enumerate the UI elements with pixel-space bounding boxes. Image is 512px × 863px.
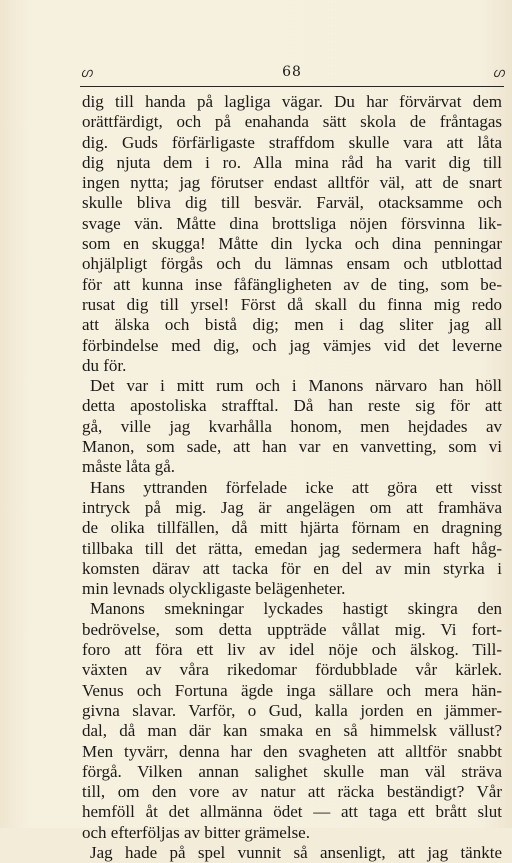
text-line: till, om den vore av natur att räcka beständigt? Vår (82, 782, 502, 802)
text-line: foro att föra ett liv av idel nöje och älskog. Till- (82, 640, 502, 660)
text-line: förbindelse med dig, och jag vämjes vid det leverne (82, 335, 502, 355)
text-line: dig till handa på lagliga vägar. Du har förvärvat dem (82, 92, 502, 111)
text-line: ohjälpligt förgås och du lämnas ensam och utblottad (82, 254, 502, 274)
text-line: dig. Guds förfärligaste straffdom skulle vara att låta (82, 132, 502, 152)
page-number: 68 (282, 64, 302, 80)
text-line: svage vän. Måtte dina brottsliga nöjen försvinna lik- (82, 213, 502, 233)
text-line: bedrövelse, som detta uppträde vållat mig. Vi fort- (82, 619, 502, 639)
text-line: du för. (82, 355, 127, 375)
text-line: gå, ville jag kvarhålla honom, men hejdades av (82, 416, 502, 436)
text-line: Jag hade på spel vunnit så ansenligt, att jag tänkte (90, 842, 502, 862)
text-line: som en skugga! Måtte din lycka och dina penningar (82, 234, 502, 254)
text-line: dal, då man där kan smaka en så himmelsk vällust? (82, 721, 502, 741)
text-line: växten av våra rikedomar fördubblade vår kärlek. (82, 660, 502, 680)
text-line: för att kunna inse fåfängligheten av de ting, som be- (82, 274, 502, 294)
text-line: hemföll åt det allmänna ödet — att taga ett brått slut (82, 802, 502, 822)
text-line: Venus och Fortuna ägde inga sällare och mera hän- (82, 680, 502, 700)
text-line: och efterföljas av bitter grämelse. (82, 822, 310, 842)
text-line: förgå. Vilken annan salighet skulle man väl sträva (82, 761, 502, 781)
text-line: komsten därav att tacka för en del av min styrka i (82, 558, 502, 578)
text-line: Men tyvärr, denna har den svagheten att alltför snabbt (82, 741, 502, 761)
text-line: Manon, som sade, att han var en vanvetting, som vi (82, 437, 502, 457)
running-header (80, 64, 504, 86)
text-line: rusat dig till yrsel! Först då skall du finna mig redo (82, 294, 502, 314)
text-line: skulle bliva dig till besvär. Farväl, otacksamme och (82, 193, 502, 213)
text-line: ingen nytta; jag förutser endast alltför väl, att de snart (82, 173, 502, 193)
text-line: de olika tillfällen, då mitt hjärta förnam en dragning (82, 518, 502, 538)
text-line: tillbaka till det rätta, emedan jag sedermera haft håg- (82, 538, 502, 558)
text-line: Manons smekningar lyckades hastigt skingra den (90, 599, 502, 619)
ornament-right-icon: ഗ (492, 66, 504, 81)
text-line: intryck på mig. Jag är angelägen om att framhäva (82, 497, 502, 517)
text-line: måste låta gå. (82, 457, 175, 477)
text-line: detta apostoliska strafftal. Då han reste sig för att (82, 396, 502, 416)
body-text (82, 92, 502, 863)
text-line: orättfärdigt, och på enahanda sätt skola de fråntagas (82, 112, 502, 132)
header-rule (80, 86, 504, 87)
text-line: min levnads olyckligaste belägenheter. (82, 579, 346, 599)
text-line: Det var i mitt rum och i Manons närvaro han höll (90, 376, 502, 396)
text-line: Hans yttranden förfelade icke att göra ett visst (90, 477, 502, 497)
text-line: givna slavar. Varför, o Gud, kalla jorden en jämmer- (82, 700, 502, 720)
ornament-left-icon: ഗ (80, 66, 92, 81)
text-line: dig njuta dem i ro. Alla mina råd ha varit dig till (82, 152, 502, 172)
text-line: att älska och bistå dig; men i dag sliter jag all (82, 315, 502, 335)
